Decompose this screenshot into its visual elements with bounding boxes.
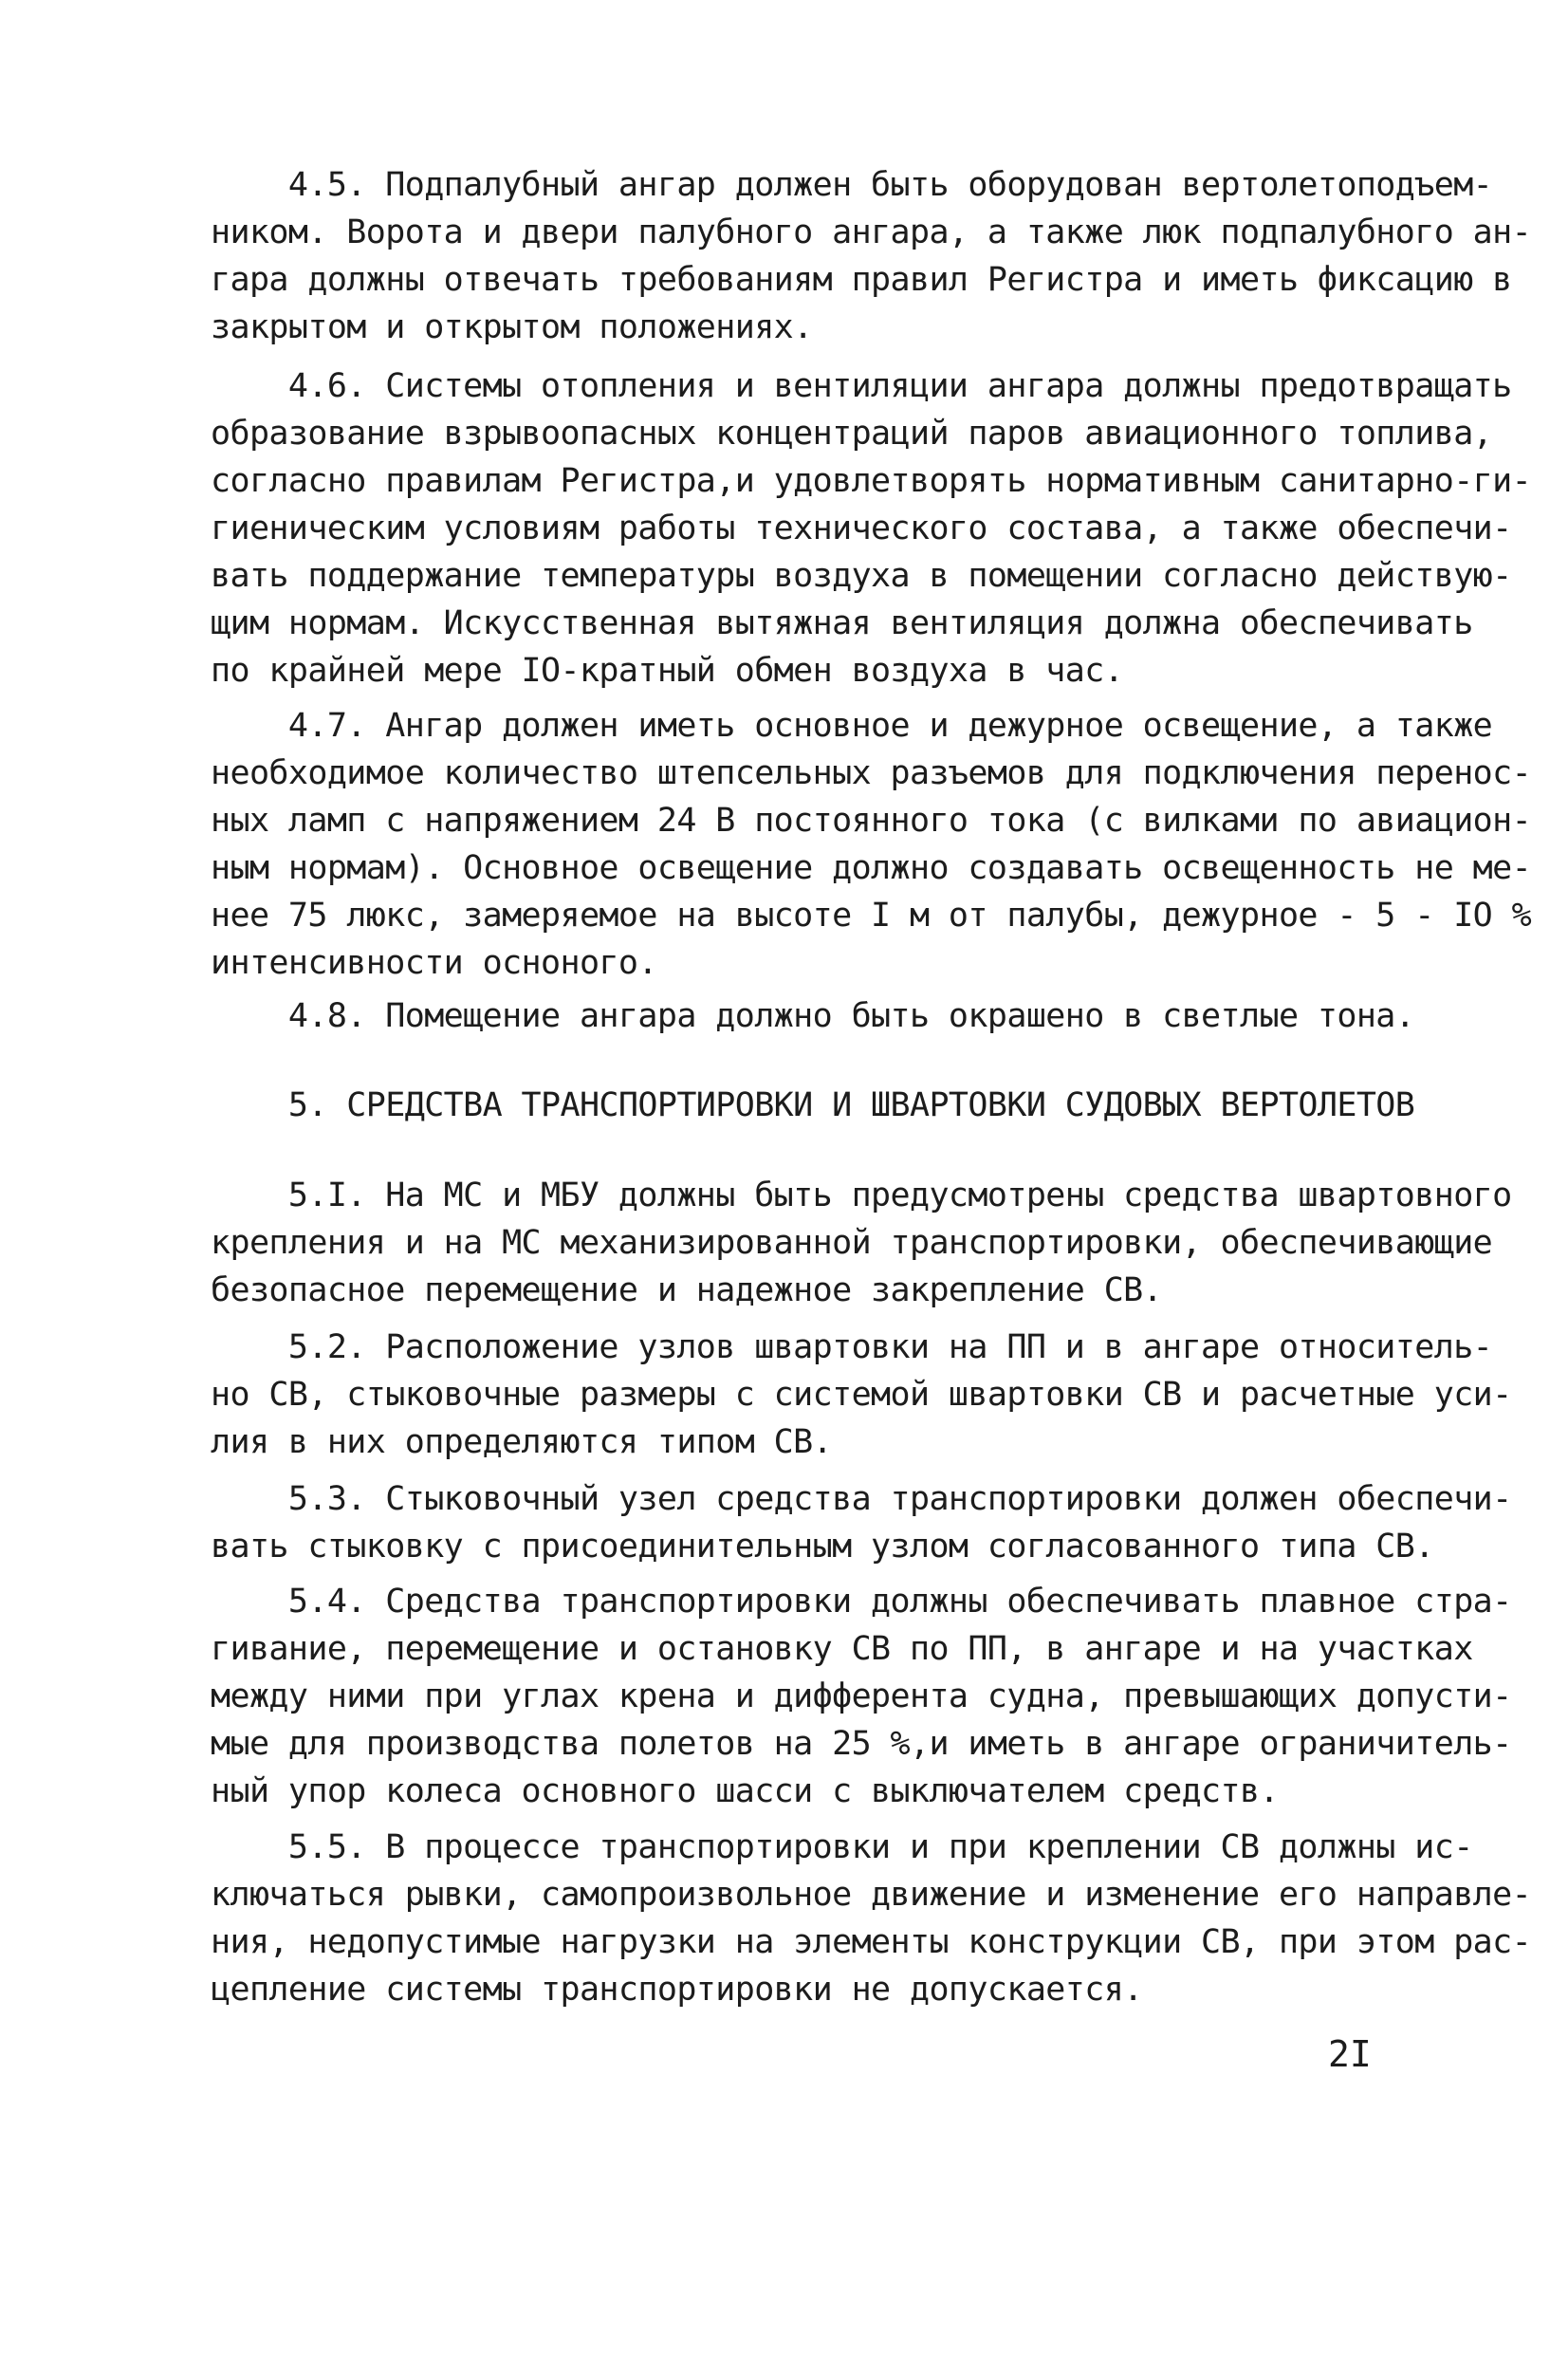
paragraph-5-4	[211, 1578, 1512, 1815]
text-line: ключаться рывки, самопроизвольное движение и изменение его направле-	[211, 1876, 1532, 1914]
paragraph-4-7	[211, 702, 1532, 987]
section-heading-5	[211, 1082, 1415, 1129]
text-line: 4.6. Системы отопления и вентиляции ангара должны предотвращать	[211, 367, 1512, 405]
paragraph-4-5	[211, 161, 1532, 351]
text-line: 4.7. Ангар должен иметь основное и дежурное освещение, а также	[211, 707, 1493, 745]
text-line: ным нормам). Основное освещение должно создавать освещенность не ме-	[211, 849, 1532, 887]
text-line: 4.8. Помещение ангара должно быть окрашено в светлые тона.	[211, 997, 1415, 1035]
paragraph-4-6	[211, 362, 1532, 695]
text-line: гара должны отвечать требованиям правил Регистра и иметь фиксацию в	[211, 261, 1512, 299]
text-line: по крайней мере IO-кратный обмен воздуха в час.	[211, 652, 1124, 690]
text-line: 5.I. На МС и МБУ должны быть предусмотрены средства швартовного	[211, 1176, 1512, 1214]
text-line: образование взрывоопасных концентраций паров авиационного топлива,	[211, 415, 1493, 453]
text-line: вать стыковку с присоединительным узлом согласованного типа СВ.	[211, 1528, 1434, 1566]
paragraph-4-8	[211, 992, 1415, 1040]
text-line: лия в них определяются типом СВ.	[211, 1423, 833, 1461]
text-line: между ними при углах крена и дифферента судна, превышающих допусти-	[211, 1677, 1512, 1715]
text-line: ных ламп с напряжением 24 В постоянного тока (с вилками по авиацион-	[211, 802, 1532, 840]
paragraph-5-3	[211, 1475, 1512, 1570]
text-line: необходимое количество штепсельных разъемов для подключения перенос-	[211, 754, 1532, 792]
text-line: нее 75 люкс, замеряемое на высоте I м от палубы, дежурное - 5 - IO %	[211, 897, 1532, 935]
text-line: 4.5. Подпалубный ангар должен быть оборудован вертолетоподъем-	[211, 166, 1493, 204]
text-line: но СВ, стыковочные размеры с системой швартовки СВ и расчетные уси-	[211, 1376, 1512, 1414]
text-line: цепление системы транспортировки не допускается.	[211, 1971, 1143, 2009]
text-line: ния, недопустимые нагрузки на элементы конструкции СВ, при этом рас-	[211, 1923, 1532, 1961]
page-number: 2I	[1328, 2033, 1372, 2075]
text-line: мые для производства полетов на 25 %,и иметь в ангаре ограничитель-	[211, 1725, 1512, 1763]
text-line: вать поддержание температуры воздуха в помещении согласно действую-	[211, 557, 1512, 595]
text-line: 5.5. В процессе транспортировки и при креплении СВ должны ис-	[211, 1828, 1473, 1866]
text-line: ником. Ворота и двери палубного ангара, а также люк подпалубного ан-	[211, 213, 1532, 251]
text-line: 5.2. Расположение узлов швартовки на ПП и в ангаре относитель-	[211, 1328, 1493, 1366]
text-line: 5.4. Средства транспортировки должны обеспечивать плавное стра-	[211, 1583, 1512, 1621]
text-line: безопасное перемещение и надежное закрепление СВ.	[211, 1271, 1163, 1309]
text-line: закрытом и открытом положениях.	[211, 308, 813, 346]
text-line: гиеническим условиям работы технического состава, а также обеспечи-	[211, 510, 1512, 547]
text-line: крепления и на МС механизированной транспортировки, обеспечивающие	[211, 1224, 1493, 1262]
section-title: 5. СРЕДСТВА ТРАНСПОРТИРОВКИ И ШВАРТОВКИ СУДОВЫХ ВЕРТОЛЕТОВ	[211, 1086, 1415, 1124]
text-line: щим нормам. Искусственная вытяжная вентиляция должна обеспечивать	[211, 604, 1473, 642]
text-line: интенсивности осноного.	[211, 944, 657, 982]
paragraph-5-5	[211, 1824, 1532, 2013]
text-line: 5.3. Стыковочный узел средства транспортировки должен обеспечи-	[211, 1480, 1512, 1518]
paragraph-5-1	[211, 1172, 1512, 1314]
text-line: ный упор колеса основного шасси с выключателем средств.	[211, 1772, 1279, 1810]
paragraph-5-2	[211, 1324, 1512, 1466]
text-line: согласно правилам Регистра,и удовлетворять нормативным санитарно-ги-	[211, 462, 1532, 500]
text-line: гивание, перемещение и остановку СВ по ПП, в ангаре и на участках	[211, 1630, 1473, 1668]
